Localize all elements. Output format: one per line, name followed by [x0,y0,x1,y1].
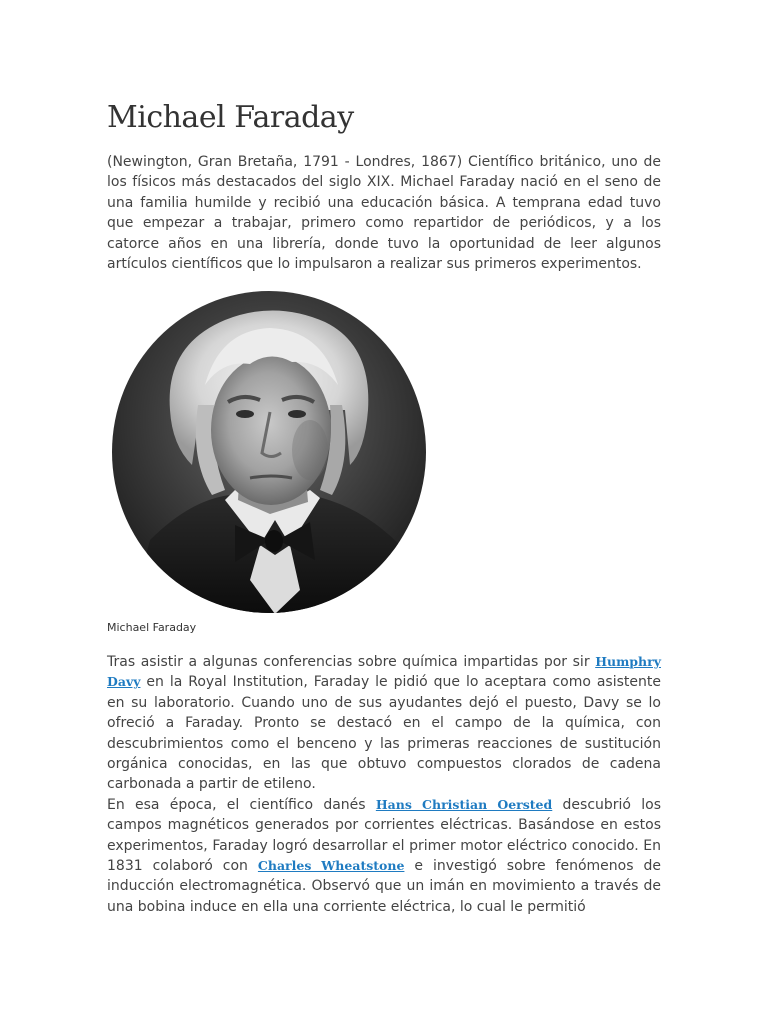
intro-paragraph: (Newington, Gran Bretaña, 1791 - Londres, 1867) Científico británico, uno de los físicos más destacados del siglo XIX. Michael Faraday nació en el seno de una familia humilde y recibió una educación básica. A temprana edad tuvo que empezar a trabajar, primero como repartidor de periódicos, y a los catorce años en una librería, donde tuvo la oportunidad de leer algunos artículos científicos que lo impulsaron a realizar sus primeros experimentos. [107,154,661,273]
page-title: Michael Faraday [107,100,354,135]
hans-christian-oersted-link[interactable]: Hans Christian Oersted [375,796,553,812]
charles-wheatstone-link[interactable]: Charles Wheatstone [257,858,405,874]
paragraph-text: descubrió los campos magnéticos generados por corrientes eléctricas. Basándose en estos experimentos, Faraday logró desarrollar el primer motor eléctrico conocido. En 1831 colaboró con [107,796,661,875]
paragraph-text: e investigó sobre fenómenos de inducción electromagnética. Observó que un imán en movimiento a través de una bobina induce en ella una corriente eléctrica, lo cual le permitió [107,858,662,915]
paragraph-davy [107,652,661,795]
paragraph-oersted [107,795,661,917]
image-caption: Michael Faraday [107,621,197,634]
paragraph-text: en la Royal Institution, Faraday le pidió que lo aceptara como asistente en su laboratorio. Cuando uno de sus ayudantes dejó el puesto, Davy se lo ofreció a Faraday. Pronto se destacó en el campo de la química, con descubrimientos como el benceno y las primeras reacciones de sustitución orgánica conocidas, en las que obtuvo compuestos clorados de cadena carbonada a partir de etileno. [107,674,661,793]
paragraph-text: En esa época, el científico danés [107,796,376,813]
portrait-illustration [110,290,428,614]
portrait-image [110,290,428,614]
humphry-davy-link[interactable]: Humphry Davy [107,654,661,690]
paragraph-text: Tras asistir a algunas conferencias sobre química impartidas por sir [107,654,596,670]
article-body [107,652,661,917]
